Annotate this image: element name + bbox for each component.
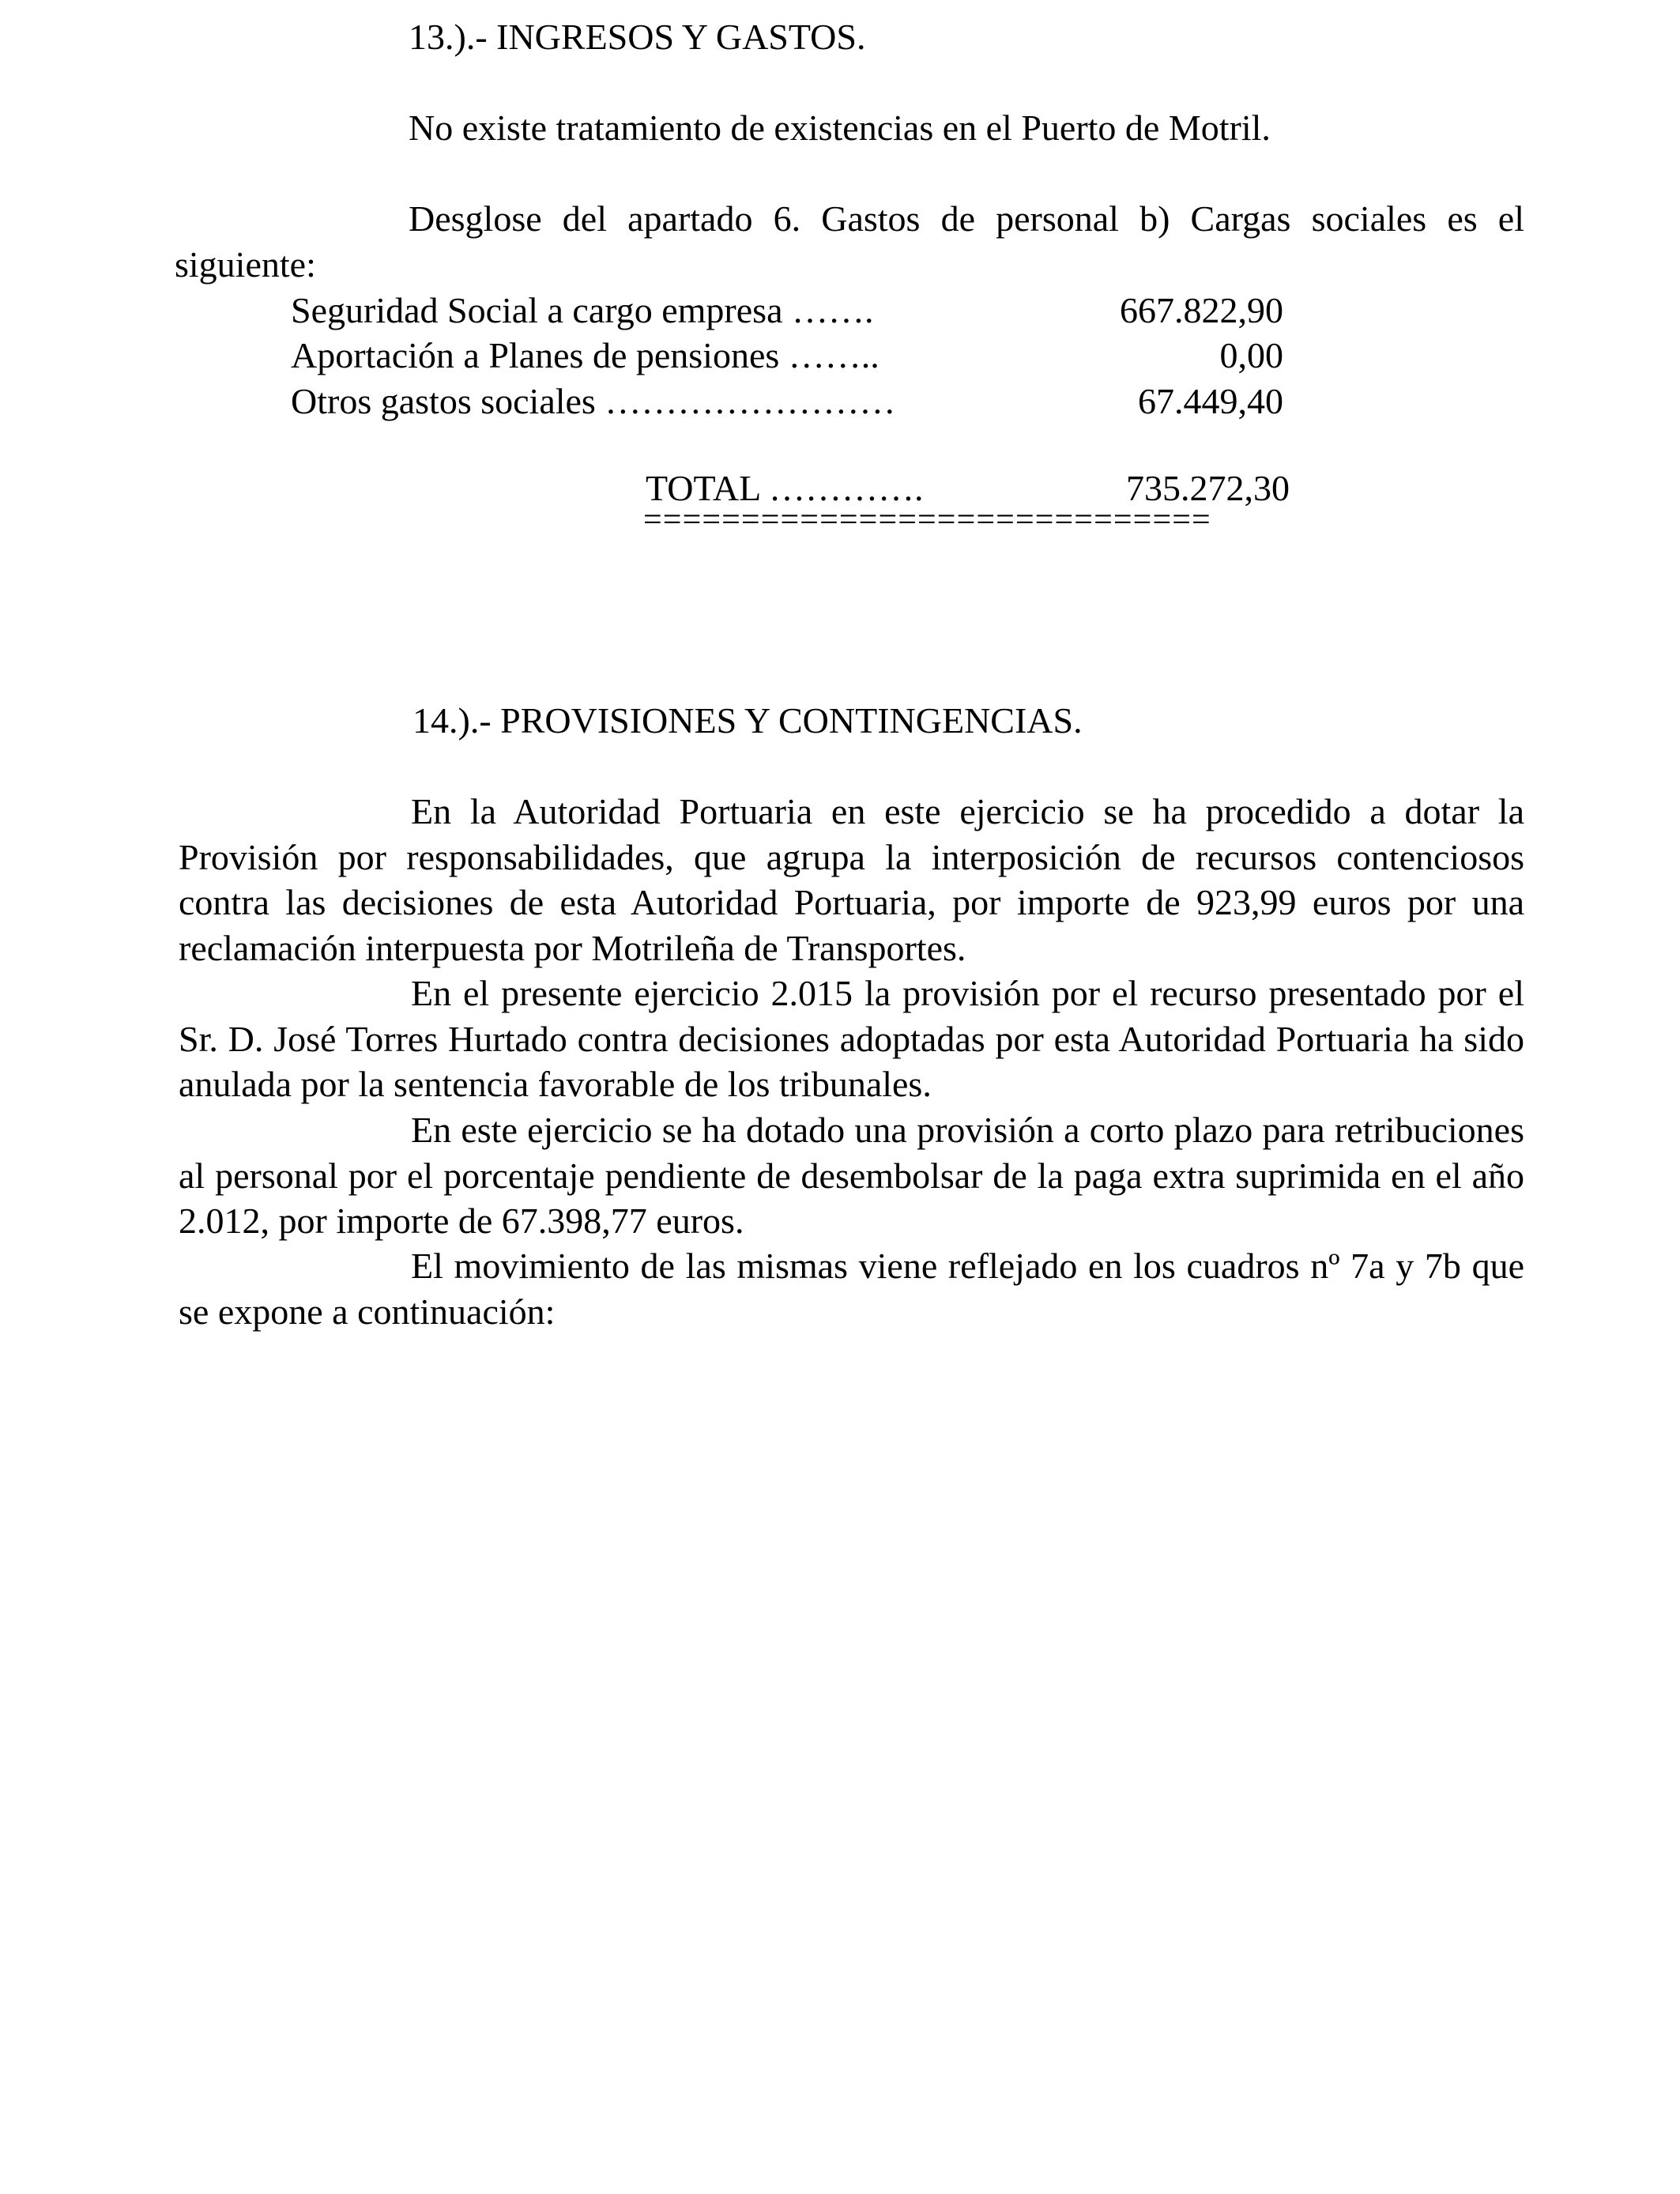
total-double-rule: ============================= (643, 502, 1211, 538)
total-value: 735.272,30 (1126, 468, 1290, 508)
paragraph-text: En el presente ejercicio 2.015 la provisión por el recurso presentado por el Sr. D. José Torres Hurtado contra decisiones adoptadas por esta Autoridad Portuaria ha sido anulada por la sentencia favorable de los tribunales. (179, 973, 1524, 1104)
section-13-paragraph-2-line-1: Desglose del apartado 6. Gastos de personal b) Cargas sociales es el (409, 198, 1524, 239)
paragraph-text: En este ejercicio se ha dotado una provisión a corto plazo para retribuciones al personal por el porcentaje pendiente de desembolsar de la paga extra suprimida en el año 2.012, por importe de 67.398,77 euros. (179, 1110, 1524, 1241)
table-row-value: 0,00 (1219, 335, 1283, 375)
section-14-paragraph (179, 1107, 1524, 1244)
table-row-value: 667.822,90 (1120, 290, 1283, 330)
paragraph-text: El movimiento de las mismas viene reflejado en los cuadros nº 7a y 7b que se expone a continuación: (179, 1246, 1524, 1332)
section-14-paragraph (179, 1243, 1524, 1334)
table-row-label: Seguridad Social a cargo empresa ……. (291, 290, 874, 330)
section-14-paragraph (179, 789, 1524, 971)
section-13-heading: 13.).- INGRESOS Y GASTOS. (409, 17, 866, 57)
table-row-value: 67.449,40 (1138, 381, 1283, 421)
paragraph-text: En la Autoridad Portuaria en este ejercicio se ha procedido a dotar la Provisión por responsabilidades, que agrupa la interposición de recursos contenciosos contra las decisiones de esta Autoridad Portuaria, por importe de 923,99 euros por una reclamación interpuesta por Motrileña de Transportes. (179, 791, 1524, 968)
section-13-paragraph-1: No existe tratamiento de existencias en el Puerto de Motril. (409, 107, 1271, 148)
section-14-heading: 14.).- PROVISIONES Y CONTINGENCIAS. (412, 700, 1083, 741)
section-13-paragraph-2-line-2: siguiente: (175, 244, 316, 285)
total-label: TOTAL …………. (646, 468, 924, 508)
table-row-label: Otros gastos sociales …………………… (291, 381, 896, 421)
section-14-paragraph (179, 971, 1524, 1107)
table-row-label: Aportación a Planes de pensiones …….. (291, 335, 880, 375)
